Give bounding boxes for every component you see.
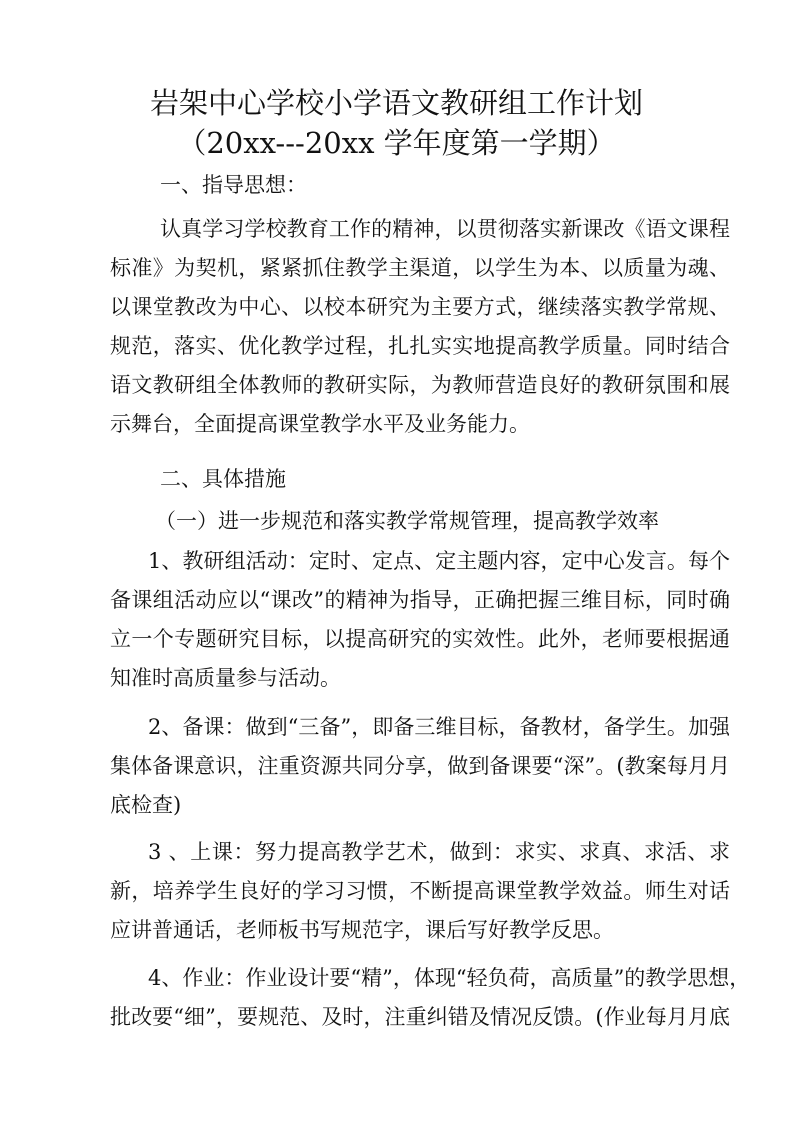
- document-subtitle: （20xx---20xx 学年度第一学期）: [177, 126, 616, 160]
- section-heading-2: 二、具体措施: [160, 467, 286, 491]
- item-line: 底检查): [110, 793, 182, 817]
- item-line: 4、作业：作业设计要“精”，体现“轻负荷，高质量”的教学思想，: [148, 966, 751, 990]
- item-line: 集体备课意识，注重资源共同分享，做到备课要“深”。(教案每月月: [110, 754, 730, 778]
- item-line: 新，培养学生良好的学习习惯，不断提高课堂教学效益。师生对话: [110, 879, 730, 903]
- subsection-heading: （一）进一步规范和落实教学常规管理，提高教学效率: [155, 509, 659, 533]
- item-line: 3 、上课：努力提高教学艺术，做到：求实、求真、求活、求: [148, 840, 730, 864]
- paragraph-line: 认真学习学校教育工作的精神，以贯彻落实新课改《语文课程: [160, 217, 730, 241]
- paragraph-line: 标准》为契机，紧紧抓住教学主渠道，以学生为本、以质量为魂、: [110, 256, 730, 280]
- section-heading-1: 一、指导思想：: [160, 173, 307, 197]
- paragraph-line: 以课堂教改为中心、以校本研究为主要方式，继续落实教学常规、: [110, 295, 730, 319]
- paragraph-line: 规范，落实、优化教学过程，扎扎实实地提高教学质量。同时结合: [110, 334, 730, 358]
- item-line: 2、备课：做到“三备”，即备三维目标，备教材，备学生。加强: [148, 715, 730, 739]
- item-line: 应讲普通话，老师板书写规范字，课后写好教学反思。: [110, 918, 614, 942]
- paragraph-line: 示舞台，全面提高课堂教学水平及业务能力。: [110, 412, 530, 436]
- item-line: 批改要“细”，要规范、及时，注重纠错及情况反馈。(作业每月月底: [110, 1005, 730, 1029]
- paragraph-line: 语文教研组全体教师的教研实际，为教师营造良好的教研氛围和展: [110, 373, 730, 397]
- document-title: 岩架中心学校小学语文教研组工作计划: [149, 86, 643, 120]
- item-line: 备课组活动应以“课改”的精神为指导，正确把握三维目标，同时确: [110, 588, 730, 612]
- item-line: 知准时高质量参与活动。: [110, 666, 341, 690]
- item-line: 立一个专题研究目标，以提高研究的实效性。此外，老师要根据通: [110, 627, 730, 651]
- item-line: 1、教研组活动：定时、定点、定主题内容，定中心发言。每个: [148, 549, 730, 573]
